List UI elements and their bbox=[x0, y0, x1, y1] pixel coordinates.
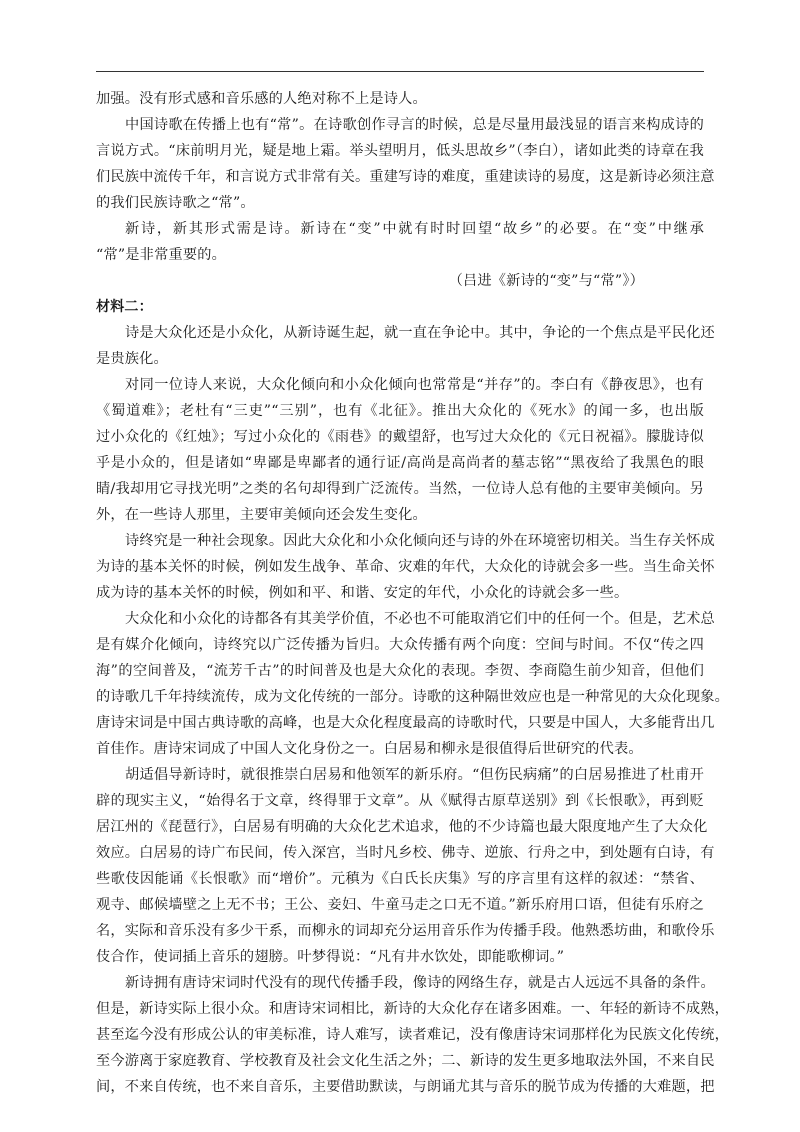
paragraph-line: 对同一位诗人来说，大众化倾向和小众化倾向也常常是“并存”的。李白有《静夜思》，也有 bbox=[125, 377, 704, 393]
paragraph-line: 加强。没有形式感和音乐感的人绝对称不上是诗人。 bbox=[96, 91, 427, 107]
paragraph-line: 至今游离于家庭教育、学校教育及社会文化生活之外；二、新诗的发生更多地取法外国，不来自民 bbox=[96, 1053, 715, 1069]
paragraph-line: 中国诗歌在传播上也有“常”。在诗歌创作寻言的时候，总是尽量用最浅显的语言来构成诗的 bbox=[125, 117, 704, 133]
paragraph-line: 辟的现实主义，“始得名于文章，终得罪于文章”。从《赋得古原草送别》到《长恨歌》，再到贬 bbox=[96, 793, 704, 809]
paragraph-line: 言说方式。“床前明月光，疑是地上霜。举头望明月，低头思故乡”（李白），诸如此类的诗章在我 bbox=[96, 143, 704, 159]
source-citation: （吕进《新诗的“变”与“常”》） bbox=[448, 273, 644, 289]
paragraph-line: 胡适倡导新诗时，就很推崇白居易和他领军的新乐府。“但伤民病痛”的白居易推进了杜甫开 bbox=[125, 767, 704, 783]
paragraph-line: 唐诗宋词是中国古典诗歌的高峰，也是大众化程度最高的诗歌时代，只要是中国人，大多能背出几 bbox=[96, 715, 715, 731]
paragraph-line: 过小众化的《红烛》；写过小众化的《雨巷》的戴望舒，也写过大众化的《元日祝福》。朦胧诗似 bbox=[96, 429, 704, 445]
paragraph-line: 诗是大众化还是小众化，从新诗诞生起，就一直在争论中。其中，争论的一个焦点是平民化还 bbox=[125, 325, 715, 341]
paragraph-line: 诗终究是一种社会现象。因此大众化和小众化倾向还与诗的外在环境密切相关。当生存关怀成 bbox=[125, 533, 715, 549]
paragraph-line: 但是，新诗实际上很小众。和唐诗宋词相比，新诗的大众化存在诸多困难。一、年轻的新诗不成熟， bbox=[96, 1001, 730, 1017]
paragraph-line: 成为诗的基本关怀的时候，例如和平、和谐、安定的年代，小众化的诗就会多一些。 bbox=[96, 585, 629, 601]
paragraph-line: 《蜀道难》；老杜有“三吏”“三别”，也有《北征》。推出大众化的《死水》的闻一多，也出版 bbox=[96, 403, 704, 419]
paragraph-line: 的我们民族诗歌之“常”。 bbox=[96, 195, 255, 211]
header-rule bbox=[96, 71, 704, 72]
paragraph-line: 居江州的《琵琶行》，白居易有明确的大众化艺术追求，他的不少诗篇也最大限度地产生了大众化 bbox=[96, 819, 708, 835]
paragraph-line: “常”是非常重要的。 bbox=[96, 247, 227, 263]
paragraph-line: 伎合作，使词插上音乐的翅膀。叶梦得说：“凡有井水饮处，即能歌柳词。” bbox=[96, 949, 565, 965]
paragraph-line: 甚至迄今没有形成公认的审美标准，诗人难写，读者难记，没有像唐诗宋词那样化为民族文化传统， bbox=[96, 1027, 730, 1043]
section-heading: 材料二： bbox=[96, 299, 153, 315]
paragraph-line: 大众化和小众化的诗都各有其美学价值，不必也不可能取消它们中的任何一个。但是，艺术总 bbox=[125, 611, 715, 627]
paragraph-line: 新诗，新其形式需是诗。新诗在“变”中就有时时回望“故乡”的必要。在“变”中继承 bbox=[125, 221, 704, 237]
paragraph-line: 效应。白居易的诗广布民间，传入深宫，当时凡乡校、佛寺、逆旅、行舟之中，到处题有白诗，有 bbox=[96, 845, 715, 861]
paragraph-line: 睛/我却用它寻找光明”之类的名句却得到广泛流传。当然，一位诗人总有他的主要审美倾向。另 bbox=[96, 481, 704, 497]
paragraph-line: 们民族中流传千年，和言说方式非常有关。重建写诗的难度，重建读诗的易度，这是新诗必须注意 bbox=[96, 169, 715, 185]
paragraph-line: 海”的空间普及，“流芳千古”的时间普及也是大众化的表现。李贺、李商隐生前少知音，但他们 bbox=[96, 663, 704, 679]
paragraph-line: 的诗歌几千年持续流传，成为文化传统的一部分。诗歌的这种隔世效应也是一种常见的大众化现象。 bbox=[96, 689, 730, 705]
paragraph-line: 是贵族化。 bbox=[96, 351, 168, 367]
paragraph-line: 首佳作。唐诗宋词成了中国人文化身份之一。白居易和柳永是很值得后世研究的代表。 bbox=[96, 741, 643, 757]
paragraph-line: 是有媒介化倾向，诗终究以广泛传播为旨归。大众传播有两个向度：空间与时间。不仅“传之四 bbox=[96, 637, 704, 653]
paragraph-line: 间，不来自传统，也不来自音乐，主要借助默读，与朗诵尤其与音乐的脱节成为传播的大难题，把 bbox=[96, 1079, 715, 1095]
document-body bbox=[96, 86, 730, 1100]
paragraph-line: 为诗的基本关怀的时候，例如发生战争、革命、灾难的年代，大众化的诗就会多一些。当生命关怀 bbox=[96, 559, 715, 575]
paragraph-line: 观寺、邮候墙壁之上无不书；王公、妾妇、牛童马走之口无不道。”新乐府用口语，但徒有乐府之 bbox=[96, 897, 704, 913]
paragraph-line: 乎是小众的，但是诸如“卑鄙是卑鄙者的通行证/高尚是高尚者的墓志铭”“黑夜给了我黑色的眼 bbox=[96, 455, 704, 471]
paragraph-line: 新诗拥有唐诗宋词时代没有的现代传播手段，像诗的网络生存，就是古人远远不具备的条件。 bbox=[125, 975, 715, 991]
paragraph-line: 名，实际和音乐没有多少干系，而柳永的词却充分运用音乐作为传播手段。他熟悉坊曲，和歌伶乐 bbox=[96, 923, 715, 939]
paragraph-line: 外，在一些诗人那里，主要审美倾向还会发生变化。 bbox=[96, 507, 427, 523]
paragraph-line: 些歌伎因能诵《长恨歌》而“增价”。元稹为《白氏长庆集》写的序言里有这样的叙述：“禁省、 bbox=[96, 871, 704, 887]
